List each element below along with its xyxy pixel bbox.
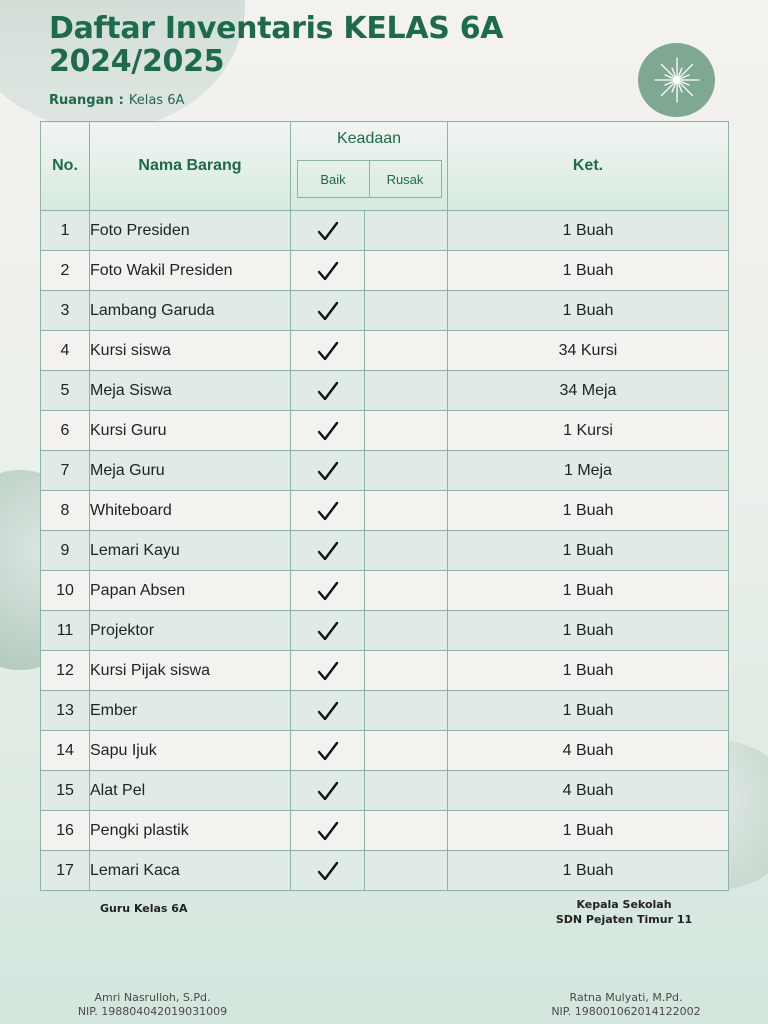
table-row (41, 651, 729, 691)
row-damaged-cell (365, 571, 448, 611)
checkmark-icon (317, 380, 339, 402)
page-title: Daftar Inventaris KELAS 6A 2024/2025 (49, 11, 504, 79)
row-item-name: Projektor (90, 611, 291, 651)
row-good-cell (291, 331, 365, 371)
row-no: 10 (41, 571, 90, 611)
header-name: Nama Barang (90, 122, 291, 211)
table-row (41, 451, 729, 491)
row-damaged-cell (365, 731, 448, 771)
table-row (41, 571, 729, 611)
row-notes: 1 Kursi (448, 411, 729, 451)
row-good-cell (291, 211, 365, 251)
table-row (41, 491, 729, 531)
row-item-name: Kursi siswa (90, 331, 291, 371)
row-notes: 1 Buah (448, 531, 729, 571)
row-item-name: Meja Siswa (90, 371, 291, 411)
row-damaged-cell (365, 851, 448, 891)
table-row (41, 611, 729, 651)
row-notes: 1 Buah (448, 611, 729, 651)
row-good-cell (291, 491, 365, 531)
row-item-name: Alat Pel (90, 771, 291, 811)
checkmark-icon (317, 660, 339, 682)
row-notes: 1 Meja (448, 451, 729, 491)
row-damaged-cell (365, 651, 448, 691)
right-signer-role (548, 897, 700, 927)
room-label: Ruangan (49, 93, 114, 108)
row-good-cell (291, 291, 365, 331)
checkmark-icon (317, 540, 339, 562)
row-notes: 1 Buah (448, 571, 729, 611)
row-no: 14 (41, 731, 90, 771)
row-item-name: Sapu Ijuk (90, 731, 291, 771)
checkmark-icon (317, 780, 339, 802)
left-signer-nip: NIP. 198804042019031009 (77, 1005, 228, 1018)
header-condition-label: Keadaan (336, 130, 402, 147)
row-no: 5 (41, 371, 90, 411)
header-condition-sub (297, 160, 442, 198)
header-notes: Ket. (448, 122, 729, 211)
row-item-name: Ember (90, 691, 291, 731)
table-row (41, 251, 729, 291)
row-damaged-cell (365, 451, 448, 491)
checkmark-icon (317, 500, 339, 522)
checkmark-icon (317, 700, 339, 722)
right-signer (546, 991, 706, 1019)
table-row (41, 731, 729, 771)
row-notes: 4 Buah (448, 731, 729, 771)
room-value: Kelas 6A (128, 93, 185, 108)
row-notes: 34 Kursi (448, 331, 729, 371)
row-good-cell (291, 851, 365, 891)
right-signer-role-line1: Kepala Sekolah (576, 898, 672, 911)
row-good-cell (291, 771, 365, 811)
checkmark-icon (317, 580, 339, 602)
row-good-cell (291, 611, 365, 651)
row-damaged-cell (365, 691, 448, 731)
row-good-cell (291, 571, 365, 611)
row-no: 3 (41, 291, 90, 331)
row-no: 13 (41, 691, 90, 731)
row-no: 6 (41, 411, 90, 451)
checkmark-icon (317, 420, 339, 442)
right-signer-nip: NIP. 198001062014122002 (551, 1005, 701, 1018)
table-row (41, 771, 729, 811)
row-damaged-cell (365, 411, 448, 451)
checkmark-icon (317, 820, 339, 842)
row-damaged-cell (365, 251, 448, 291)
right-signer-name: Ratna Mulyati, M.Pd. (569, 991, 683, 1004)
left-signer (70, 991, 235, 1019)
row-item-name: Lambang Garuda (90, 291, 291, 331)
table-row (41, 811, 729, 851)
row-no: 17 (41, 851, 90, 891)
checkmark-icon (317, 300, 339, 322)
checkmark-icon (317, 620, 339, 642)
row-notes: 1 Buah (448, 811, 729, 851)
checkmark-icon (317, 340, 339, 362)
row-item-name: Foto Presiden (90, 211, 291, 251)
checkmark-icon (317, 860, 339, 882)
table-row (41, 371, 729, 411)
room-separator: : (118, 93, 124, 108)
row-item-name: Lemari Kayu (90, 531, 291, 571)
checkmark-icon (317, 220, 339, 242)
row-notes: 34 Meja (448, 371, 729, 411)
row-damaged-cell (365, 371, 448, 411)
row-notes: 1 Buah (448, 851, 729, 891)
row-damaged-cell (365, 331, 448, 371)
row-item-name: Kursi Guru (90, 411, 291, 451)
row-damaged-cell (365, 491, 448, 531)
row-item-name: Papan Absen (90, 571, 291, 611)
row-good-cell (291, 731, 365, 771)
row-good-cell (291, 651, 365, 691)
row-damaged-cell (365, 211, 448, 251)
table-header-row (41, 122, 729, 211)
row-good-cell (291, 531, 365, 571)
row-no: 7 (41, 451, 90, 491)
row-damaged-cell (365, 611, 448, 651)
table-row (41, 211, 729, 251)
left-signer-name: Amri Nasrulloh, S.Pd. (94, 991, 211, 1004)
sparkle-sun-icon (638, 43, 715, 117)
row-item-name: Whiteboard (90, 491, 291, 531)
row-no: 9 (41, 531, 90, 571)
header-good: Baik (320, 171, 346, 187)
header-no: No. (41, 122, 90, 211)
row-no: 8 (41, 491, 90, 531)
row-no: 16 (41, 811, 90, 851)
row-item-name: Kursi Pijak siswa (90, 651, 291, 691)
row-damaged-cell (365, 771, 448, 811)
table-row (41, 531, 729, 571)
checkmark-icon (317, 260, 339, 282)
table-row (41, 851, 729, 891)
row-notes: 1 Buah (448, 491, 729, 531)
row-good-cell (291, 251, 365, 291)
row-no: 4 (41, 331, 90, 371)
row-good-cell (291, 371, 365, 411)
row-damaged-cell (365, 291, 448, 331)
header-condition (291, 122, 448, 211)
header-damaged: Rusak (369, 161, 441, 197)
row-good-cell (291, 691, 365, 731)
row-item-name: Lemari Kaca (90, 851, 291, 891)
table-row (41, 291, 729, 331)
room-info (49, 93, 184, 108)
row-good-cell (291, 411, 365, 451)
table-row (41, 691, 729, 731)
row-no: 12 (41, 651, 90, 691)
right-signer-role-line2: SDN Pejaten Timur 11 (555, 913, 693, 926)
row-no: 11 (41, 611, 90, 651)
row-notes: 1 Buah (448, 651, 729, 691)
row-notes: 1 Buah (448, 251, 729, 291)
checkmark-icon (317, 740, 339, 762)
checkmark-icon (317, 460, 339, 482)
row-no: 1 (41, 211, 90, 251)
row-item-name: Pengki plastik (90, 811, 291, 851)
row-notes: 1 Buah (448, 211, 729, 251)
row-notes: 1 Buah (448, 291, 729, 331)
left-signer-role: Guru Kelas 6A (100, 902, 188, 915)
row-no: 2 (41, 251, 90, 291)
table-row (41, 411, 729, 451)
row-damaged-cell (365, 531, 448, 571)
row-damaged-cell (365, 811, 448, 851)
row-item-name: Foto Wakil Presiden (90, 251, 291, 291)
inventory-table (40, 121, 729, 891)
row-no: 15 (41, 771, 90, 811)
row-item-name: Meja Guru (90, 451, 291, 491)
row-good-cell (291, 451, 365, 491)
row-notes: 1 Buah (448, 691, 729, 731)
row-notes: 4 Buah (448, 771, 729, 811)
row-good-cell (291, 811, 365, 851)
table-row (41, 331, 729, 371)
